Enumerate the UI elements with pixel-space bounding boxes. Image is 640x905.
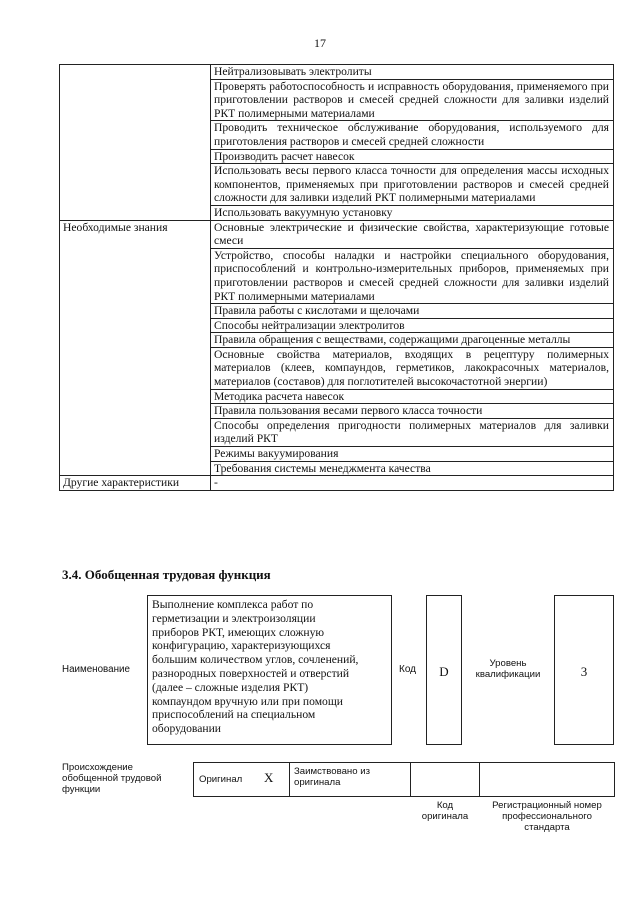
original-mark: X bbox=[264, 770, 274, 785]
name-line: конфигурацию, характеризующихся bbox=[152, 639, 331, 653]
row-text-cell: Основные электрические и физические свойства, характеризующие готовые смеси bbox=[211, 220, 614, 248]
borrowed-label-line: оригинала bbox=[294, 777, 341, 788]
row-label-cell: Необходимые знания bbox=[60, 220, 211, 476]
code-value: D bbox=[439, 664, 449, 679]
name-line: большим количеством углов, сочленений, bbox=[152, 653, 359, 667]
name-line: герметизации и электроизоляции bbox=[152, 611, 316, 625]
origin-label-line: Происхождение bbox=[62, 762, 133, 773]
table-row bbox=[60, 65, 614, 80]
caption-line: профессионального bbox=[502, 811, 592, 822]
name-line: разнородных поверхностей и отверстий bbox=[152, 666, 350, 680]
row-text-cell: Проводить техническое обслуживание оборудования, используемого для приготовления растворов и смесей средней сложности bbox=[211, 121, 614, 149]
name-label: Наименование bbox=[62, 664, 130, 675]
code-label: Код bbox=[399, 664, 417, 675]
name-line: Выполнение комплекса работ по bbox=[152, 598, 314, 611]
row-text-cell: - bbox=[211, 476, 614, 491]
original-label: Оригинал bbox=[199, 774, 243, 785]
code-box bbox=[426, 595, 462, 745]
row-text-cell: Правила обращения с веществами, содержащими драгоценные металлы bbox=[211, 333, 614, 348]
skills-knowledge-table bbox=[59, 64, 614, 491]
caption-line: оригинала bbox=[421, 811, 469, 822]
origin-label-line: обобщенной трудовой bbox=[62, 773, 162, 784]
table-row bbox=[60, 220, 614, 248]
caption-line: Регистрационный номер bbox=[492, 800, 602, 811]
name-line: компаундом вручную или при помощи bbox=[152, 694, 343, 708]
row-text-cell: Основные свойства материалов, входящих в рецептуру полимерных материалов (клеев, компаундов, герметиков, лакокрасочных материалов, материалов (составов) для поглотителей высокочастотной энергии) bbox=[211, 347, 614, 389]
function-name-box bbox=[147, 595, 392, 745]
row-text-cell: Проверять работоспособность и исправность оборудования, применяемого при приготовлении растворов и смесей средней сложности для заливки изделий РКТ полимерными материалами bbox=[211, 79, 614, 121]
origin-label-line: функции bbox=[62, 784, 101, 795]
name-line: приспособлений на специальном bbox=[152, 708, 316, 722]
borrowed-label bbox=[294, 766, 370, 788]
row-text-cell: Способы определения пригодности полимерных материалов для заливки изделий РКТ bbox=[211, 418, 614, 446]
row-text-cell: Режимы вакуумирования bbox=[211, 447, 614, 462]
name-line: оборудовании bbox=[152, 722, 221, 736]
row-text-cell: Правила пользования весами первого класса точности bbox=[211, 404, 614, 419]
row-text-cell: Производить расчет навесок bbox=[211, 149, 614, 164]
level-label-line: квалификации bbox=[475, 669, 541, 680]
name-line: (далее – сложные изделия РКТ) bbox=[152, 680, 309, 694]
name-line: приборов РКТ, имеющих сложную bbox=[152, 625, 325, 639]
table-row bbox=[60, 476, 614, 491]
borrowed-label-line: Заимствовано из bbox=[294, 766, 370, 777]
origin-label bbox=[62, 762, 161, 795]
caption-line: Код bbox=[436, 800, 454, 811]
row-text-cell: Требования системы менеджмента качества bbox=[211, 461, 614, 476]
row-text-cell: Устройство, способы наладки и настройки специального оборудования, приспособлений и контрольно-измерительных приборов, применяемых при приготовлении растворов и смесей средней сложности для заливки изделий РКТ полимерными материалами bbox=[211, 248, 614, 303]
row-text-cell: Нейтрализовывать электролиты bbox=[211, 65, 614, 80]
row-text-cell: Использовать вакуумную установку bbox=[211, 205, 614, 220]
page-number: 17 bbox=[314, 36, 326, 50]
row-label-cell: Другие характеристики bbox=[60, 476, 211, 491]
level-label-line: Уровень bbox=[489, 658, 527, 669]
row-label-cell bbox=[60, 65, 211, 221]
section-heading: 3.4. Обобщенная трудовая функция bbox=[62, 567, 271, 582]
row-text-cell: Использовать весы первого класса точности для определения массы исходных компонентов, применяемых при приготовлении растворов и смесей средней сложности для заливки изделий РКТ полимерными материалами bbox=[211, 164, 614, 206]
level-value: 3 bbox=[580, 664, 588, 679]
origin-table bbox=[193, 762, 615, 797]
caption-line: стандарта bbox=[524, 822, 570, 833]
code-original-caption bbox=[410, 800, 480, 822]
level-box bbox=[554, 595, 614, 745]
row-text-cell: Способы нейтрализации электролитов bbox=[211, 318, 614, 333]
row-text-cell: Методика расчета навесок bbox=[211, 389, 614, 404]
reg-number-caption bbox=[479, 800, 615, 833]
row-text-cell: Правила работы с кислотами и щелочами bbox=[211, 304, 614, 319]
level-label bbox=[468, 658, 548, 680]
